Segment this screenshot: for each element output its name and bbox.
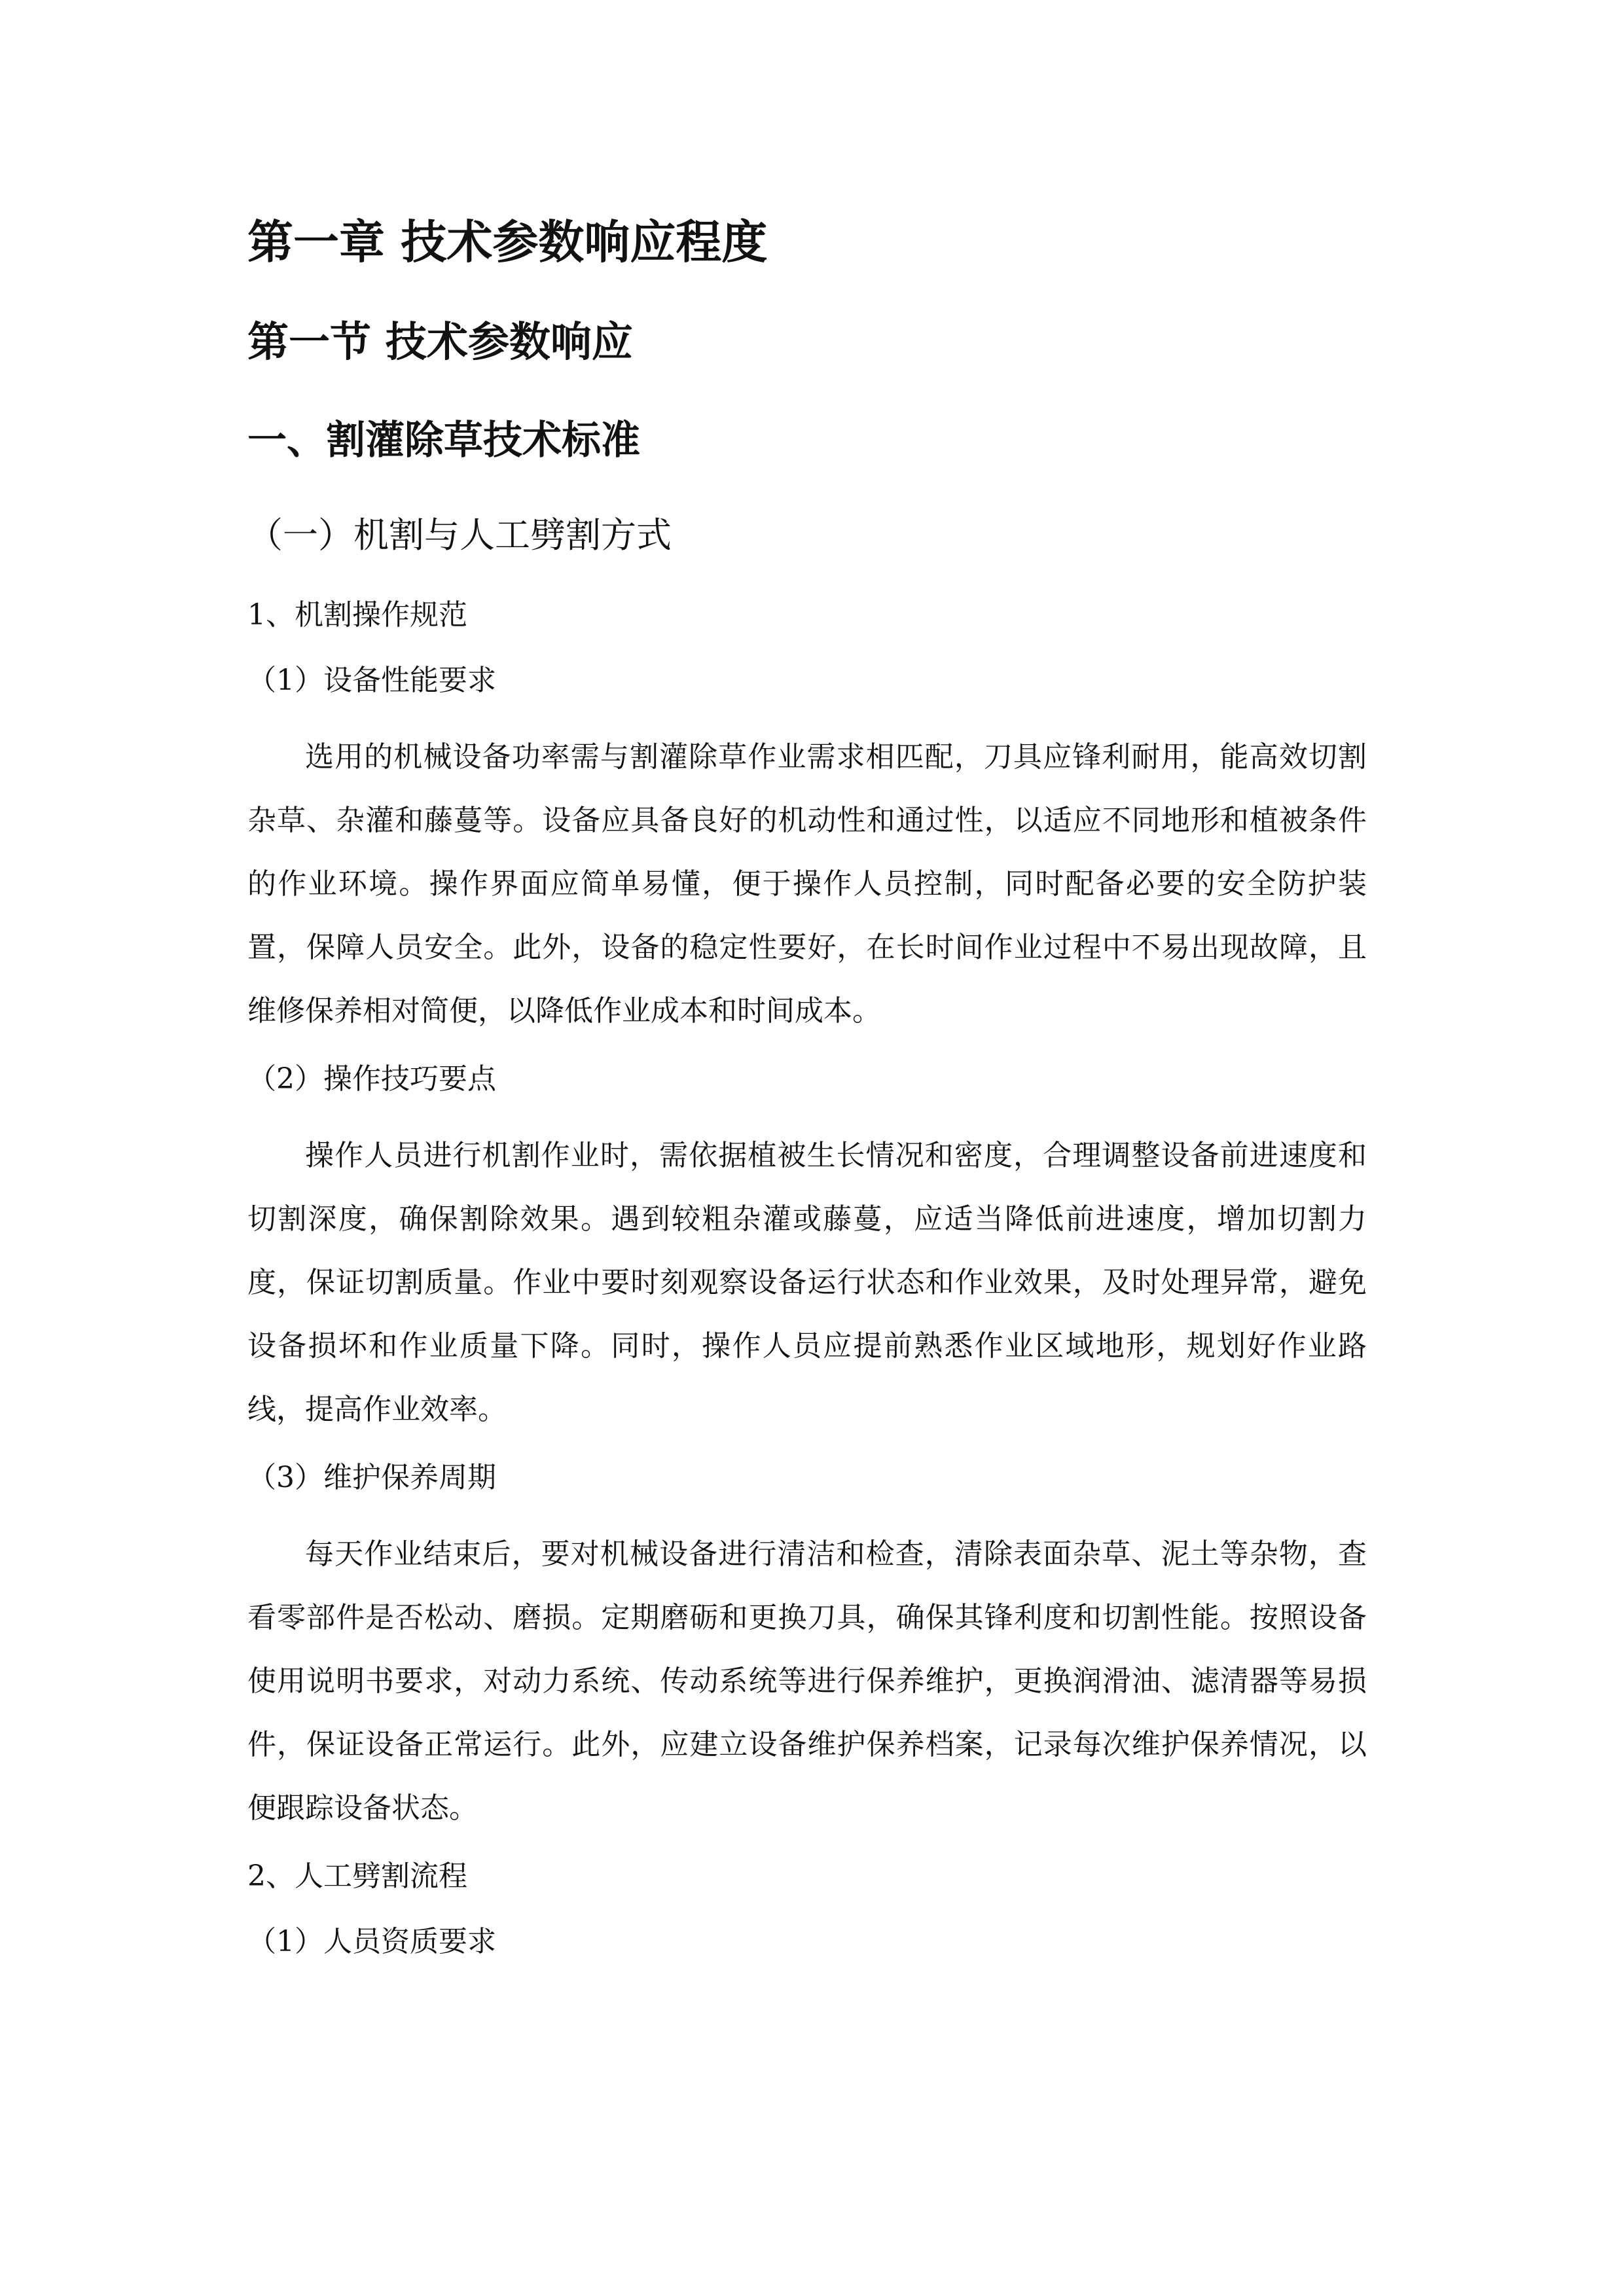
paragraph-equipment-performance: 选用的机械设备功率需与割灌除草作业需求相匹配，刀具应锋利耐用，能高效切割杂草、杂灌和藤蔓等。设备应具备良好的机动性和通过性，以适应不同地形和植被条件的作业环境。操作界面应简单易懂，便于操作人员控制，同时配备必要的安全防护装置，保障人员安全。此外，设备的稳定性要好，在长时间作业过程中不易出现故障，且维修保养相对简便，以降低作业成本和时间成本。	[247, 740, 1367, 1028]
subheading-personnel-qualification: （1）人员资质要求	[247, 1925, 496, 1958]
section-title: 第一节 技术参数响应	[247, 318, 633, 366]
subheading-maintenance-cycle: （3）维护保养周期	[247, 1461, 496, 1494]
heading-level-2: （一）机割与人工劈割方式	[247, 514, 672, 556]
paragraph-operation-tips: 操作人员进行机割作业时，需依据植被生长情况和密度，合理调整设备前进速度和切割深度，确保割除效果。遇到较粗杂灌或藤蔓，应适当降低前进速度，增加切割力度，保证切割质量。作业中要时刻观察设备运行状态和作业效果，及时处理异常，避免设备损坏和作业质量下降。同时，操作人员应提前熟悉作业区域地形，规划好作业路线，提高作业效率。	[247, 1139, 1367, 1426]
list-item-manual-cutting: 2、人工劈割流程	[247, 1859, 467, 1893]
chapter-title: 第一章 技术参数响应程度	[247, 215, 768, 269]
document-content	[247, 211, 1367, 1986]
list-item-machine-cutting: 1、机割操作规范	[247, 598, 467, 632]
heading-level-1: 一、割灌除草技术标准	[247, 418, 640, 463]
subheading-operation-tips: （2）操作技巧要点	[247, 1062, 496, 1096]
subheading-equipment-performance: （1）设备性能要求	[247, 664, 496, 697]
paragraph-maintenance-cycle: 每天作业结束后，要对机械设备进行清洁和检查，清除表面杂草、泥土等杂物，查看零部件是否松动、磨损。定期磨砺和更换刀具，确保其锋利度和切割性能。按照设备使用说明书要求，对动力系统、传动系统等进行保养维护，更换润滑油、滤清器等易损件，保证设备正常运行。此外，应建立设备维护保养档案，记录每次维护保养情况，以便跟踪设备状态。	[247, 1537, 1367, 1825]
